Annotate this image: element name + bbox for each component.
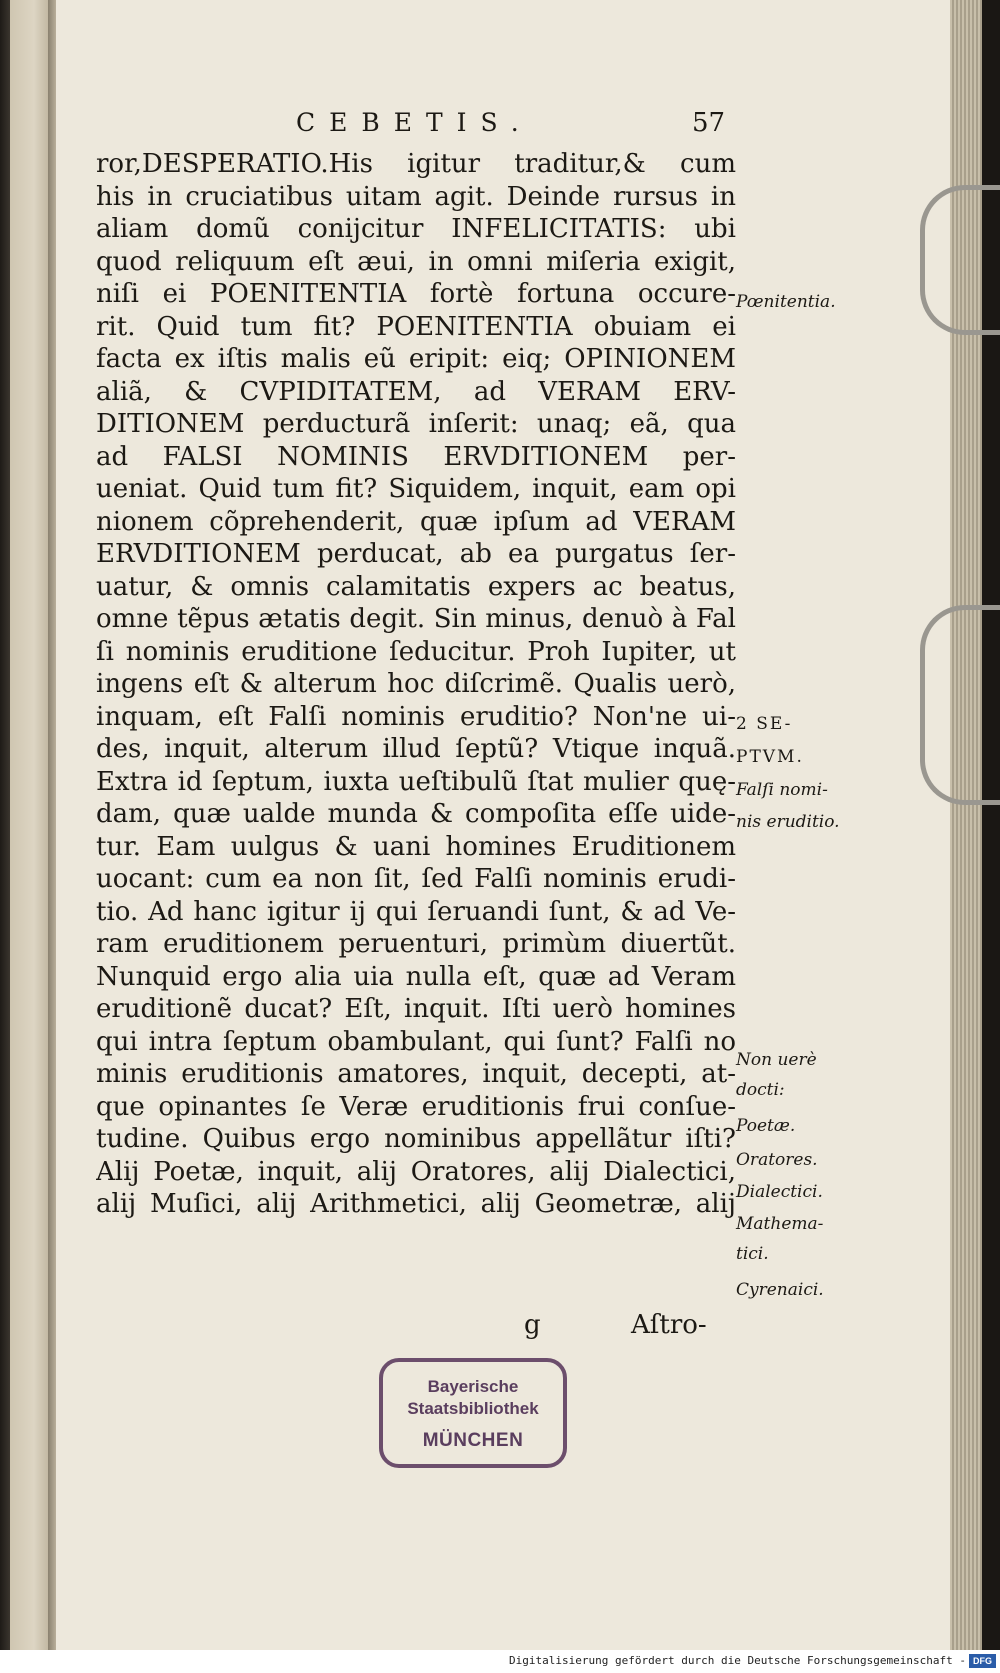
marginal-note-non-uere-2: docti: xyxy=(736,1080,785,1100)
signature-mark: g xyxy=(524,1310,541,1340)
text-line: quod reliquum eſt æui, in omni miſeria exigit, xyxy=(96,246,736,277)
text-line: tio. Ad hanc igitur ij qui ſeruandi ſunt, & ad Ve- xyxy=(96,896,736,927)
running-head: CEBETIS. xyxy=(296,108,533,137)
page-number: 57 xyxy=(692,108,726,138)
text-line: que opinantes ſe Veræ eruditionis frui conſue- xyxy=(96,1091,736,1122)
text-line: niſi ei POENITENTIA fortè fortuna occure- xyxy=(96,279,736,309)
stamp-line-1: Bayerische xyxy=(427,1377,519,1396)
text-line: DITIONEM perducturã inſerit: unaq; eã, qua xyxy=(96,409,736,439)
digitization-footer xyxy=(0,1650,1000,1673)
text-line: aliã, & CVPIDITATEM, ad VERAM ERV- xyxy=(96,376,736,407)
text-line: Nunquid ergo alia uia nulla eſt, quæ ad Veram xyxy=(96,961,736,992)
text-line: tudine. Quibus ergo nominibus appellãtur iſti? xyxy=(96,1124,736,1154)
text-line: his in cruciatibus uitam agit. Deinde rursus in xyxy=(96,181,736,212)
text-line: alij Muſici, alij Arithmetici, alij Geometræ, alij xyxy=(96,1189,736,1219)
marginal-note-septum-1: 2 SE- xyxy=(736,714,793,734)
text-line: inquam, eſt Falſi nominis eruditio? Non'ne ui- xyxy=(96,701,736,732)
text-line: nionem cõprehenderit, quæ ipſum ad VERAM xyxy=(96,506,736,537)
marginal-note-cyrenaici: Cyrenaici. xyxy=(736,1280,824,1300)
text-line: Alij Poetæ, inquit, alij Oratores, alij Dialectici, xyxy=(96,1156,736,1187)
stamp-line-2: Staatsbibliothek xyxy=(407,1399,539,1418)
marginal-note-septum-2: PTVM. xyxy=(736,747,804,767)
marginal-note-mathema-2: tici. xyxy=(736,1244,769,1264)
marginal-note-falsi-2: nis eruditio. xyxy=(736,812,840,832)
text-line: tur. Eam uulgus & uani homines Eruditionem xyxy=(96,831,736,862)
marginal-note-oratores: Oratores. xyxy=(736,1150,818,1170)
marginal-note-poetae: Poetæ. xyxy=(736,1116,796,1136)
stamp-line-3: MÜNCHEN xyxy=(422,1430,524,1451)
text-line: ram eruditionem peruenturi, primùm diuertũt. xyxy=(96,929,736,959)
text-line: ad FALSI NOMINIS ERVDITIONEM per- xyxy=(96,441,736,472)
library-stamp xyxy=(379,1358,567,1468)
dfg-logo: DFG xyxy=(969,1654,996,1668)
text-line: minis eruditionis amatores, inquit, decepti, at- xyxy=(96,1059,736,1089)
text-line: uatur, & omnis calamitatis expers ac beatus, xyxy=(96,571,736,602)
text-line: omne tẽpus ætatis degit. Sin minus, denuò à Fal xyxy=(96,604,736,634)
text-line: dam, quæ ualde munda & compoſita eſſe uide- xyxy=(96,799,736,829)
text-line: aliam domũ conijcitur INFELICITATIS: ubi xyxy=(96,214,736,244)
footer-credit-text: Digitalisierung gefördert durch die Deutsche Forschungsgemeinschaft - xyxy=(509,1654,966,1667)
text-line: facta ex iſtis malis eũ eripit: eiq; OPINIONEM xyxy=(96,344,736,374)
text-line: des, inquit, alterum illud ſeptũ? Vtique inquã. xyxy=(96,734,736,764)
main-text-block xyxy=(96,148,736,1221)
text-line: rit. Quid tum fit? POENITENTIA obuiam ei xyxy=(96,311,736,342)
text-line: uocant: cum ea non ſit, ſed Falſi nominis erudi- xyxy=(96,864,736,894)
page-clip-bottom xyxy=(920,605,1000,805)
text-line: qui intra ſeptum obambulant, qui ſunt? Falſi no xyxy=(96,1026,736,1057)
scan-border-left xyxy=(0,0,10,1650)
text-line: eruditionẽ ducat? Eſt, inquit. Iſti uerò homines xyxy=(96,994,736,1024)
catchword: Aſtro- xyxy=(631,1310,707,1340)
book-gutter xyxy=(48,0,56,1650)
text-line: ueniat. Quid tum fit? Siquidem, inquit, eam opi xyxy=(96,474,736,504)
text-line: ERVDITIONEM perducat, ab ea purgatus ſer- xyxy=(96,539,736,569)
marginal-note-non-uere-1: Non uerè xyxy=(736,1050,817,1070)
text-line: ror,DESPERATIO.His igitur traditur,& cum xyxy=(96,149,736,179)
book-page xyxy=(56,0,950,1650)
text-line: Extra id ſeptum, iuxta ueſtibulũ ſtat mulier quę- xyxy=(96,766,736,797)
text-line: ſi nominis eruditione ſeducitur. Proh Iupiter, ut xyxy=(96,636,736,667)
marginal-note-dialectici: Dialectici. xyxy=(736,1182,823,1202)
page-clip-top xyxy=(920,185,1000,335)
marginal-note-falsi-1: Falſi nomi- xyxy=(736,780,828,800)
text-line: ingens eſt & alterum hoc diſcrimẽ. Qualis uerò, xyxy=(96,669,736,699)
marginal-note-poenitentia: Pœnitentia. xyxy=(736,292,836,312)
facing-page-edge xyxy=(10,0,50,1650)
marginal-note-mathema-1: Mathema- xyxy=(736,1214,824,1234)
